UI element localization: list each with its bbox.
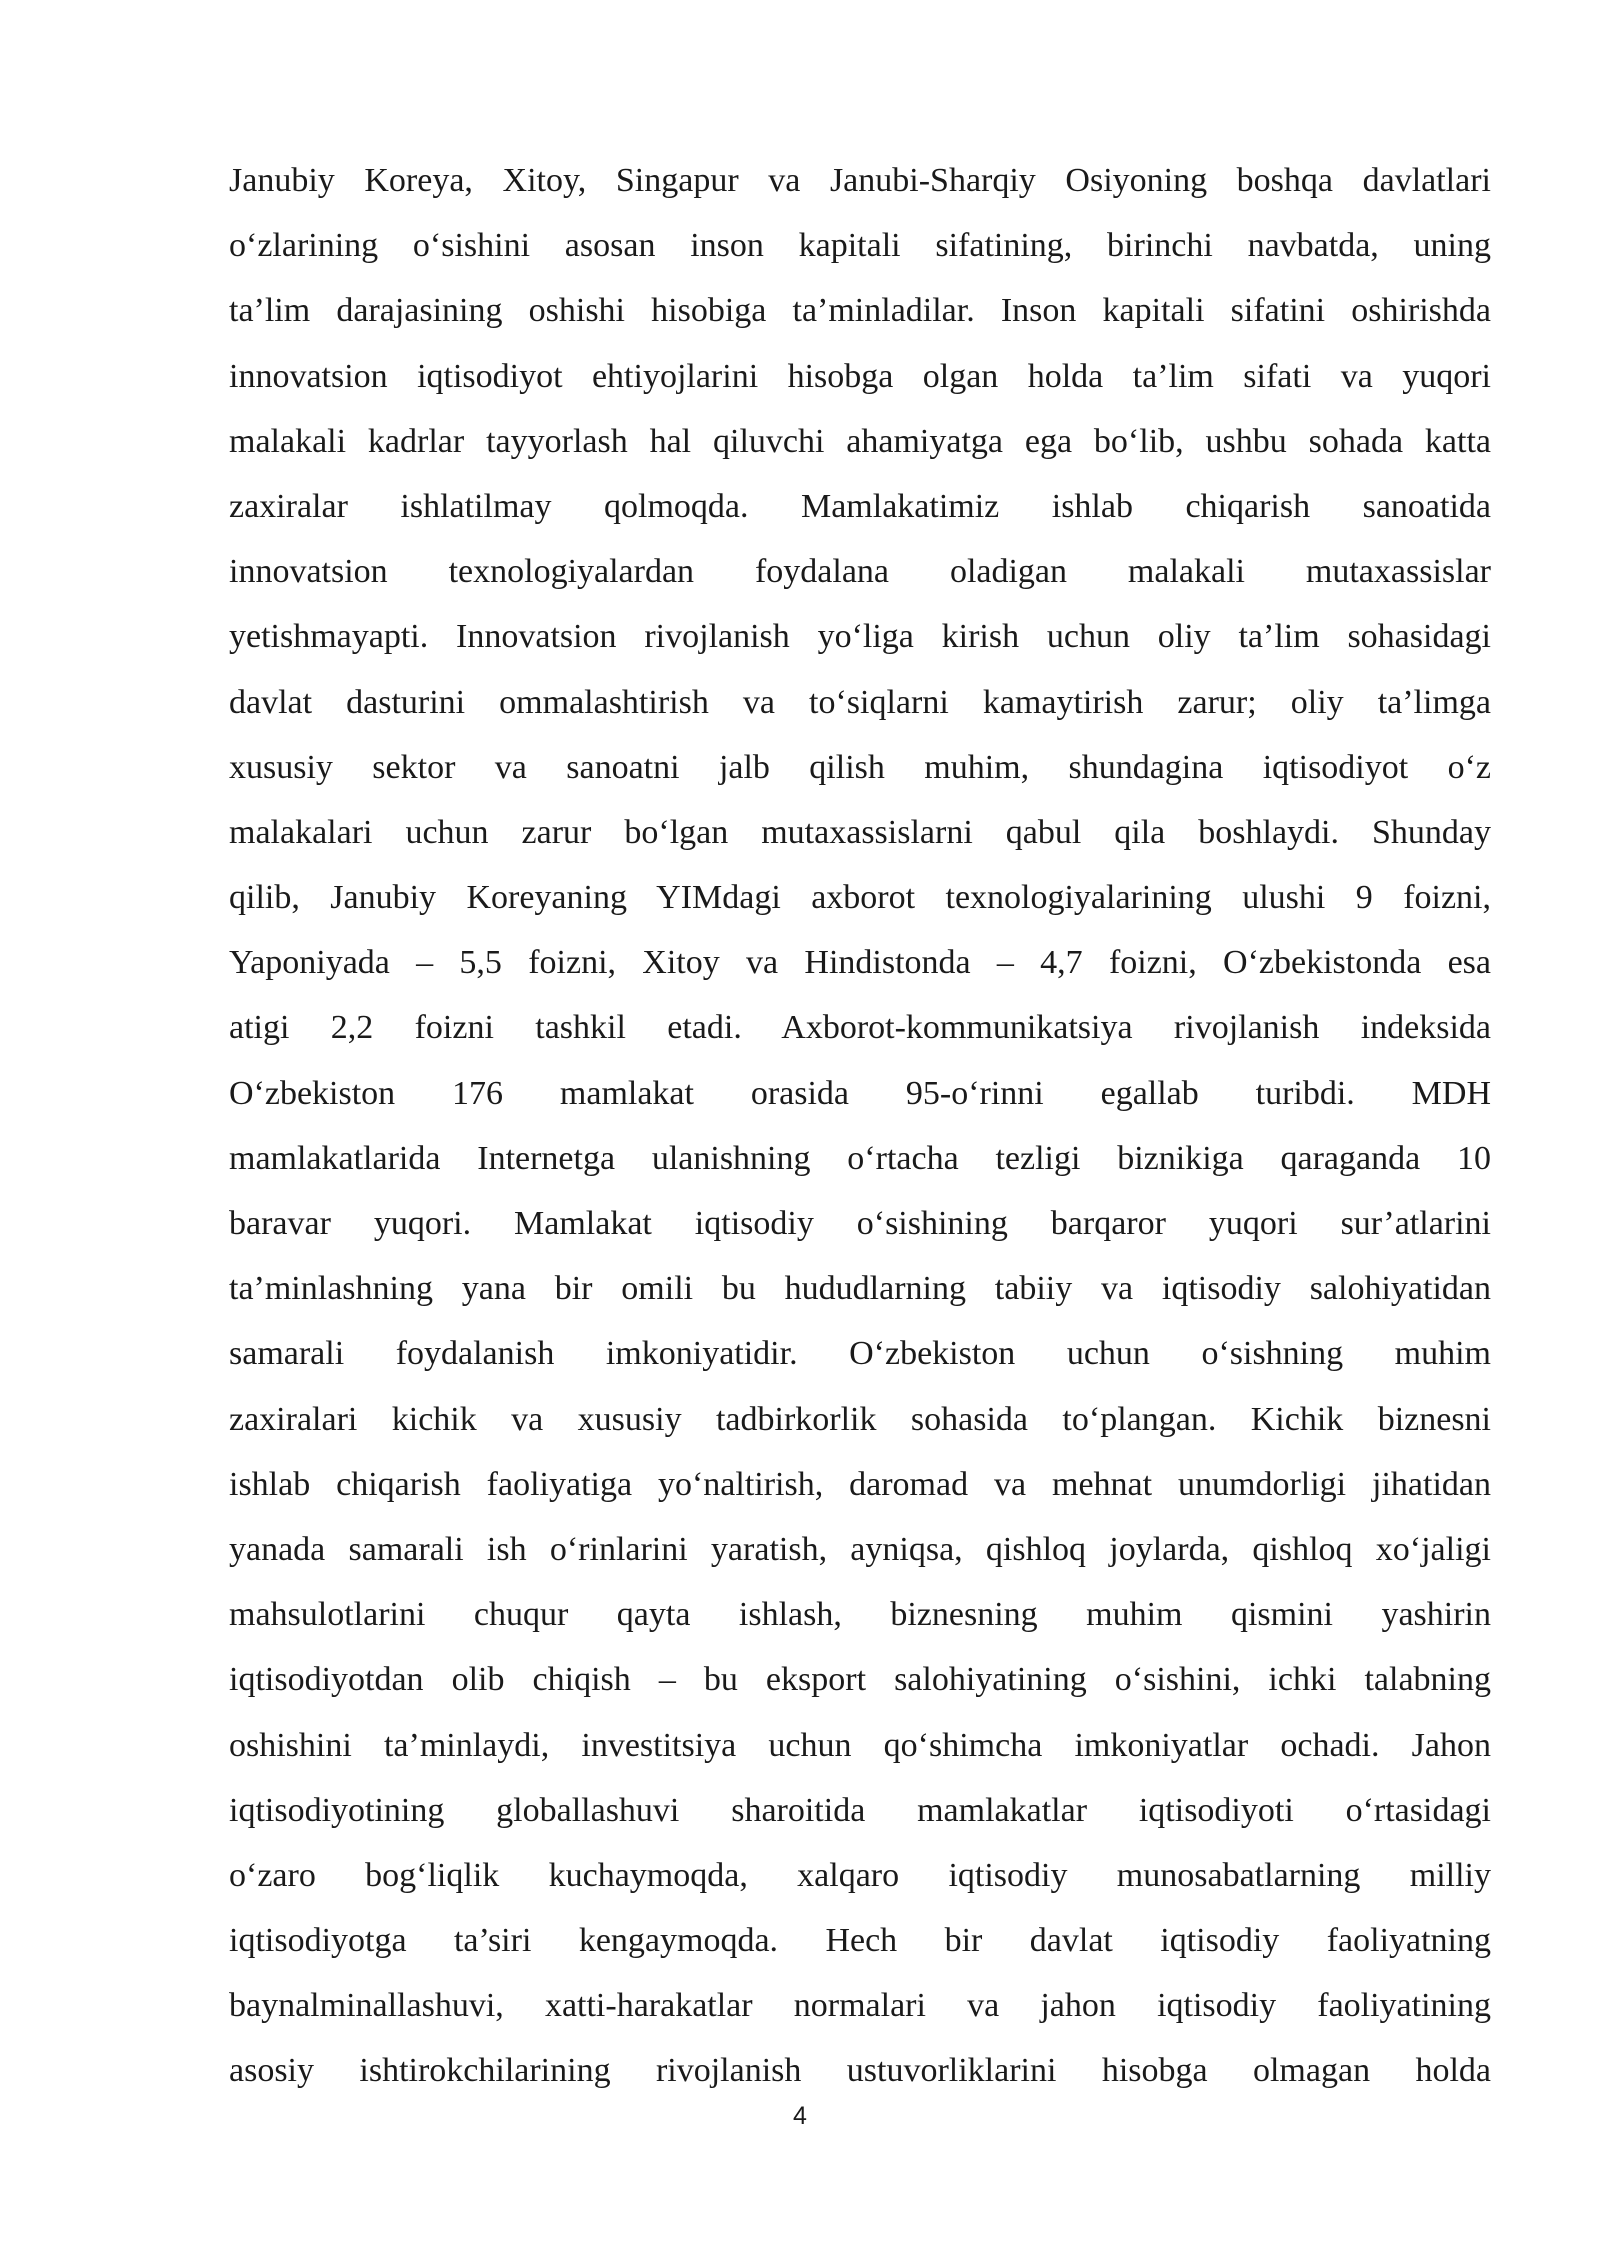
text-line: malakali kadrlar tayyorlash hal qiluvchi ahamiyatga ega bo‘lib, ushbu sohada katta	[229, 422, 1491, 460]
text-line: baravar yuqori. Mamlakat iqtisodiy o‘sishining barqaror yuqori sur’atlarini	[229, 1205, 1491, 1242]
text-line: atigi 2,2 foizni tashkil etadi. Axborot-kommunikatsiya rivojlanish indeksida	[229, 1009, 1491, 1047]
text-line: zaxiralar ishlatilmay qolmoqda. Mamlakatimiz ishlab chiqarish sanoatida	[229, 487, 1491, 525]
text-line: Janubiy Koreya, Xitoy, Singapur va Janubi-Sharqiy Osiyoning boshqa davlatlari	[229, 162, 1491, 199]
body-paragraph	[229, 148, 1491, 2104]
text-line: malakalari uchun zarur bo‘lgan mutaxassislarni qabul qila boshlaydi. Shunday	[229, 813, 1491, 851]
text-line: innovatsion texnologiyalardan foydalana oladigan malakali mutaxassislar	[229, 553, 1491, 591]
text-line: mahsulotlarini chuqur qayta ishlash, biznesning muhim qismini yashirin	[229, 1596, 1491, 1634]
text-line: o‘zlarining o‘sishini asosan inson kapitali sifatining, birinchi navbatda, uning	[229, 227, 1491, 265]
text-line: xususiy sektor va sanoatni jalb qilish muhim, shundagina iqtisodiyot o‘z	[229, 748, 1491, 786]
text-line: innovatsion iqtisodiyot ehtiyojlarini hisobga olgan holda ta’lim sifati va yuqori	[229, 357, 1491, 395]
text-line: zaxiralari kichik va xususiy tadbirkorlik sohasida to‘plangan. Kichik biznesni	[229, 1400, 1491, 1438]
text-line: asosiy ishtirokchilarining rivojlanish ustuvorliklarini hisobga olmagan holda	[229, 2052, 1491, 2090]
text-line: Yaponiyada – 5,5 foizni, Xitoy va Hindistonda – 4,7 foizni, O‘zbekistonda esa	[229, 944, 1491, 982]
text-line: o‘zaro bog‘liqlik kuchaymoqda, xalqaro iqtisodiy munosabatlarning milliy	[229, 1856, 1491, 1894]
text-line: oshishini ta’minlaydi, investitsiya uchun qo‘shimcha imkoniyatlar ochadi. Jahon	[229, 1726, 1491, 1764]
text-line: mamlakatlarida Internetga ulanishning o‘rtacha tezligi biznikiga qaraganda 10	[229, 1139, 1491, 1177]
text-line: iqtisodiyotga ta’siri kengaymoqda. Hech bir davlat iqtisodiy faoliyatning	[229, 1922, 1491, 1960]
text-line: iqtisodiyotining globallashuvi sharoitida mamlakatlar iqtisodiyoti o‘rtasidagi	[229, 1791, 1491, 1829]
text-line: ta’lim darajasining oshishi hisobiga ta’minladilar. Inson kapitali sifatini oshirishda	[229, 292, 1491, 330]
text-line: davlat dasturini ommalashtirish va to‘siqlarni kamaytirish zarur; oliy ta’limga	[229, 683, 1491, 721]
text-line: baynalminallashuvi, xatti-harakatlar normalari va jahon iqtisodiy faoliyatining	[229, 1987, 1491, 2025]
text-line: ta’minlashning yana bir omili bu hududlarning tabiiy va iqtisodiy salohiyatidan	[229, 1270, 1491, 1308]
text-line: iqtisodiyotdan olib chiqish – bu eksport salohiyatining o‘sishini, ichki talabning	[229, 1661, 1491, 1699]
text-line: samarali foydalanish imkoniyatidir. O‘zbekiston uchun o‘sishning muhim	[229, 1335, 1491, 1373]
text-line: qilib, Janubiy Koreyaning YIMdagi axborot texnologiyalarining ulushi 9 foizni,	[229, 879, 1491, 917]
text-line: yetishmayapti. Innovatsion rivojlanish yo‘liga kirish uchun oliy ta’lim sohasidagi	[229, 618, 1491, 656]
text-line: O‘zbekiston 176 mamlakat orasida 95-o‘rinni egallab turibdi. MDH	[229, 1074, 1491, 1112]
text-line: ishlab chiqarish faoliyatiga yo‘naltirish, daromad va mehnat unumdorligi jihatidan	[229, 1465, 1491, 1503]
page-number: 4	[793, 2102, 807, 2130]
text-line: yanada samarali ish o‘rinlarini yaratish, ayniqsa, qishloq joylarda, qishloq xo‘jaligi	[229, 1530, 1491, 1568]
